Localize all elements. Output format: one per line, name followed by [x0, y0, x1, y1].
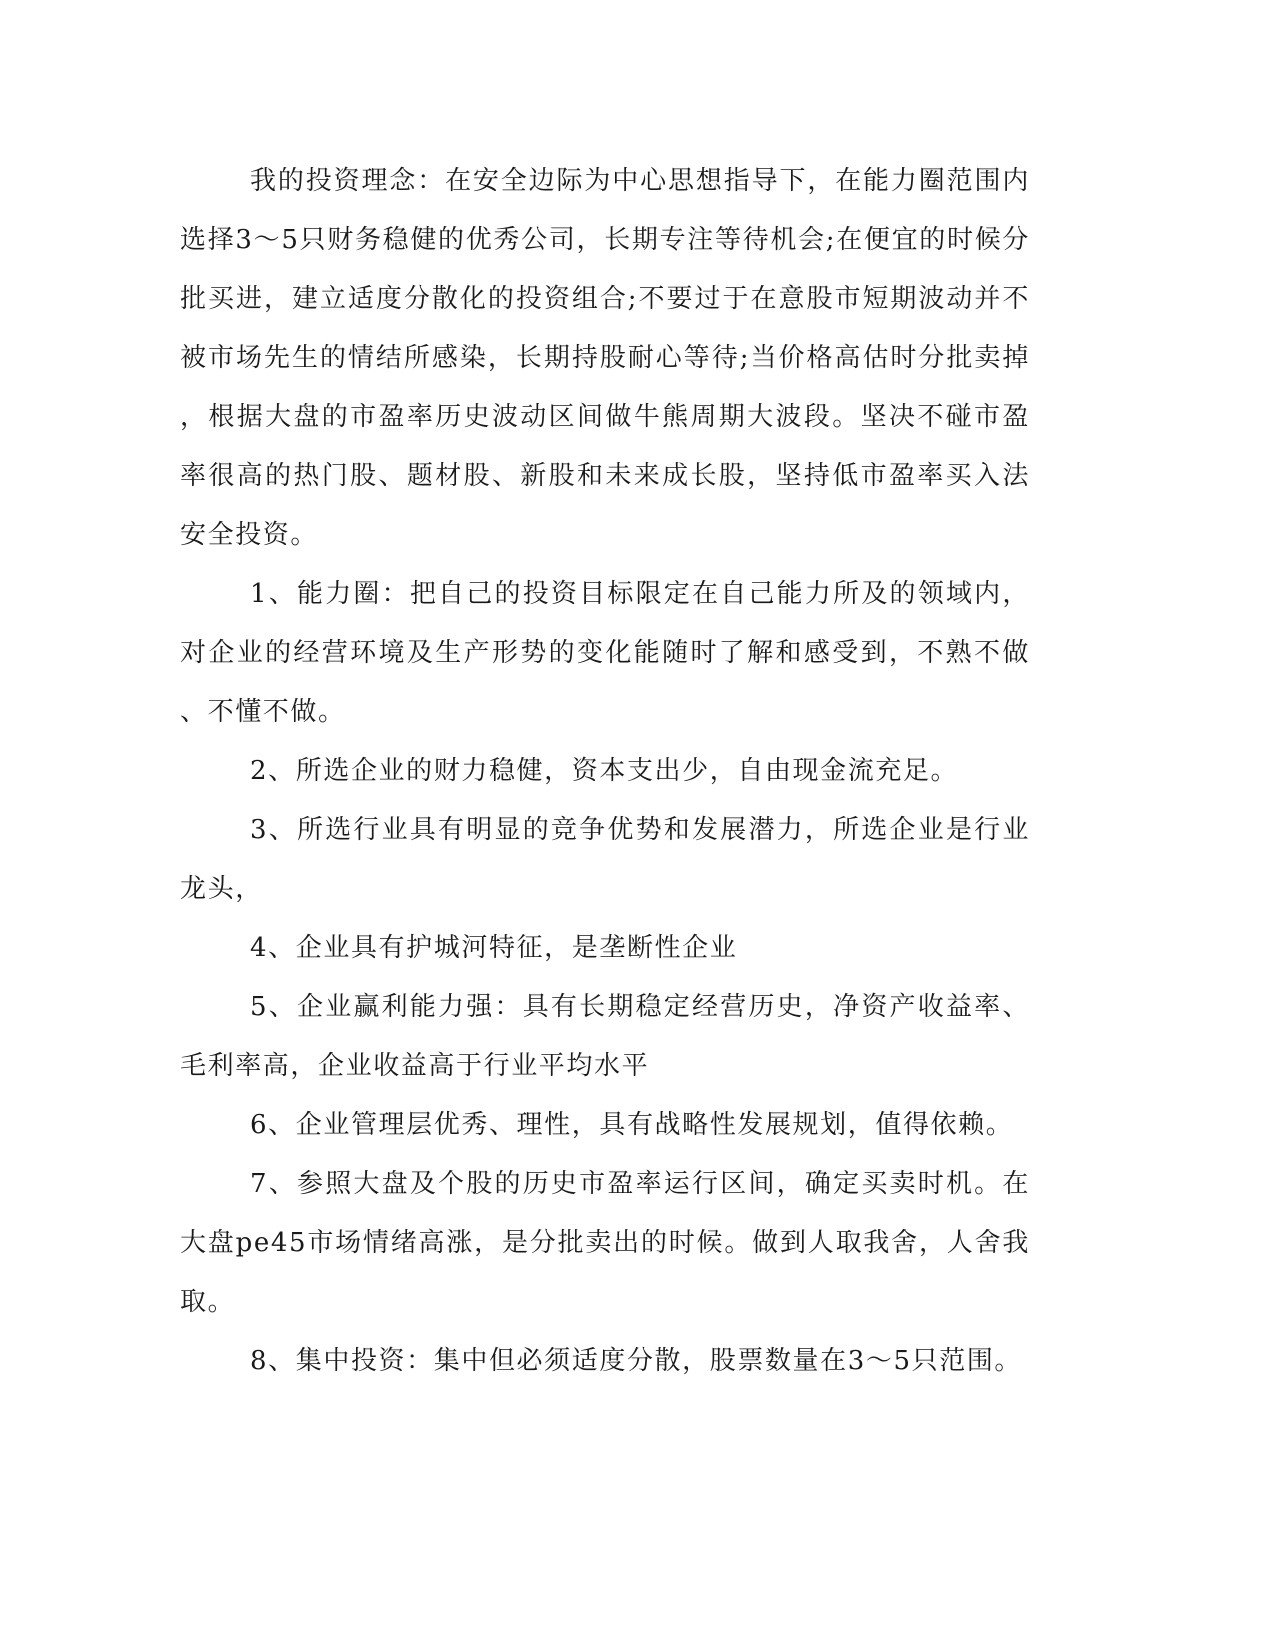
paragraph-item-6: 6、企业管理层优秀、理性，具有战略性发展规划，值得依赖。 — [250, 1110, 1014, 1140]
paragraph-item-4: 4、企业具有护城河特征，是垄断性企业 — [250, 933, 738, 963]
paragraph-item-1: 1、能力圈：把自己的投资目标限定在自己能力所及的领域内，对企业的经营环境及生产形势的变化能随时了解和感受到，不熟不做、不懂不做。 — [180, 579, 1030, 727]
paragraph-item-7: 7、参照大盘及个股的历史市盈率运行区间，确定买卖时机。在大盘pe45市场情绪高涨，是分批卖出的时候。做到人取我舍，人舍我取。 — [180, 1169, 1030, 1317]
paragraph-investment-philosophy: 我的投资理念：在安全边际为中心思想指导下，在能力圈范围内选择3～5只财务稳健的优秀公司，长期专注等待机会;在便宜的时候分批买进，建立适度分散化的投资组合;不要过于在意股市短期波动并不被市场先生的情结所感染，长期持股耐心等待;当价格高估时分批卖掉，根据大盘的市盈率历史波动区间做牛熊周期大波段。坚决不碰市盈率很高的热门股、题材股、新股和未来成长股，坚持低市盈率买入法安全投资。 — [180, 166, 1030, 550]
paragraph-item-2: 2、所选企业的财力稳健，资本支出少，自由现金流充足。 — [250, 756, 959, 786]
document-body — [180, 152, 1030, 1391]
paragraph-item-3: 3、所选行业具有明显的竞争优势和发展潜力，所选企业是行业龙头， — [180, 815, 1030, 904]
paragraph-item-8: 8、集中投资：集中但必须适度分散，股票数量在3～5只范围。 — [250, 1346, 1023, 1376]
paragraph-item-5: 5、企业赢利能力强：具有长期稳定经营历史，净资产收益率、毛利率高，企业收益高于行业平均水平 — [180, 992, 1030, 1081]
